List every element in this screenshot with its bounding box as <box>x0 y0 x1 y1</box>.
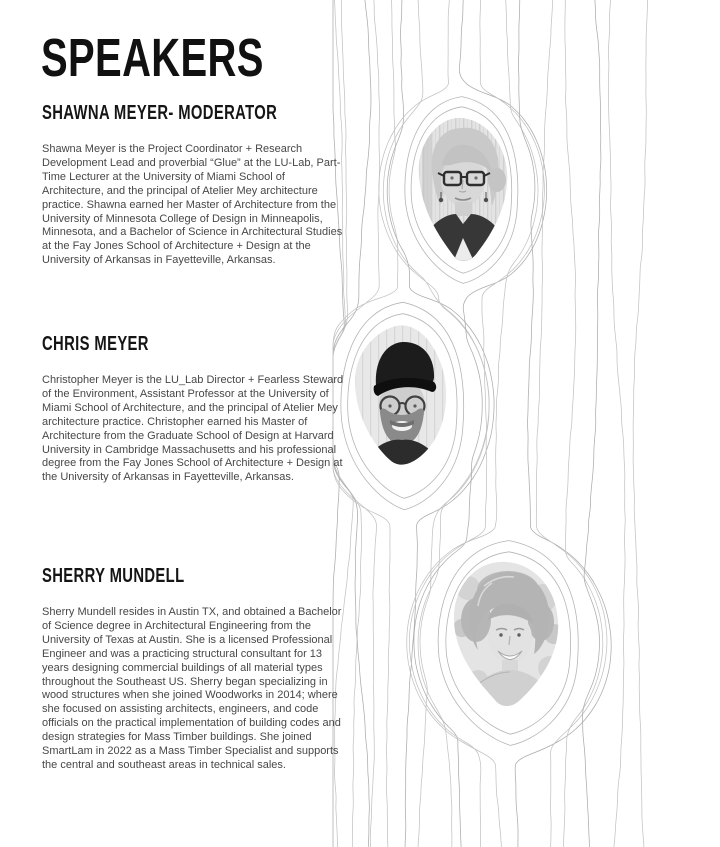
speaker-name-shawna-meyer: SHAWNA MEYER- MODERATOR <box>42 102 278 124</box>
speaker-name-chris-meyer: CHRIS MEYER <box>42 333 149 355</box>
wood-grain-line <box>608 0 625 847</box>
wood-grain-line <box>563 0 602 847</box>
chris-photo-art <box>350 320 454 490</box>
page-title-text: SPEAKERS <box>41 28 264 88</box>
speaker-bio-chris-meyer: Christopher Meyer is the LU_Lab Director + Fearless Steward of the Environment, Assistant Professor at the University of Miami School of Architecture, and the principal of Atelier Mey architecture practice. Christopher earned his Master of Architecture from the Graduate School of Design at Harvard University in Cambridge Massachusetts and his professional degree from the Fay Jones School of Architecture + Design at the University of Arkansas in Fayetteville, Arkansas. <box>42 374 344 484</box>
speaker-name-sherry-mundell: SHERRY MUNDELL <box>42 565 185 587</box>
shawna-photo-art <box>410 112 518 270</box>
speaker-photo-sherry-mundell <box>448 558 568 726</box>
speaker-bio-sherry-mundell: Sherry Mundell resides in Austin TX, and obtained a Bachelor of Science degree in Architectural Engineering from the University of Texas at Austin. She is a licensed Professional Engineer and was a practicing structural consultant for 13 years designing commercial buildings of all material types throughout the Southeast US. Sherry began specializing in wood structures when she joined Woodworks in 2014; where she focused on assisting architects, engineers, and code officials on the practical implementation of building codes and design strategies for Mass Timber buildings. She joined SmartLam in 2022 as a Mass Timber Specialist and supports the central and southeast areas in technical sales. <box>42 606 342 771</box>
speaker-photo-shawna-meyer <box>410 112 518 270</box>
wood-grain-line <box>633 0 647 847</box>
speaker-photo-chris-meyer <box>350 320 454 490</box>
sherry-photo-art <box>448 558 568 726</box>
speaker-bio-shawna-meyer: Shawna Meyer is the Project Coordinator + Research Development Lead and proverbial “Glue” at the LU-Lab, Part-Time Lecturer at the University of Miami School of Architecture, and the principal of Atelier Mey architecture practice. Shawna earned her Master of Architecture from the University of Minnesota College of Design in Minneapolis, Minnesota, and a Bachelor of Science in Architectural Studies at the Fay Jones School of Architecture + Design at the University of Arkansas in Fayetteville, Arkansas. <box>42 143 343 267</box>
wood-grain-line <box>582 0 600 847</box>
